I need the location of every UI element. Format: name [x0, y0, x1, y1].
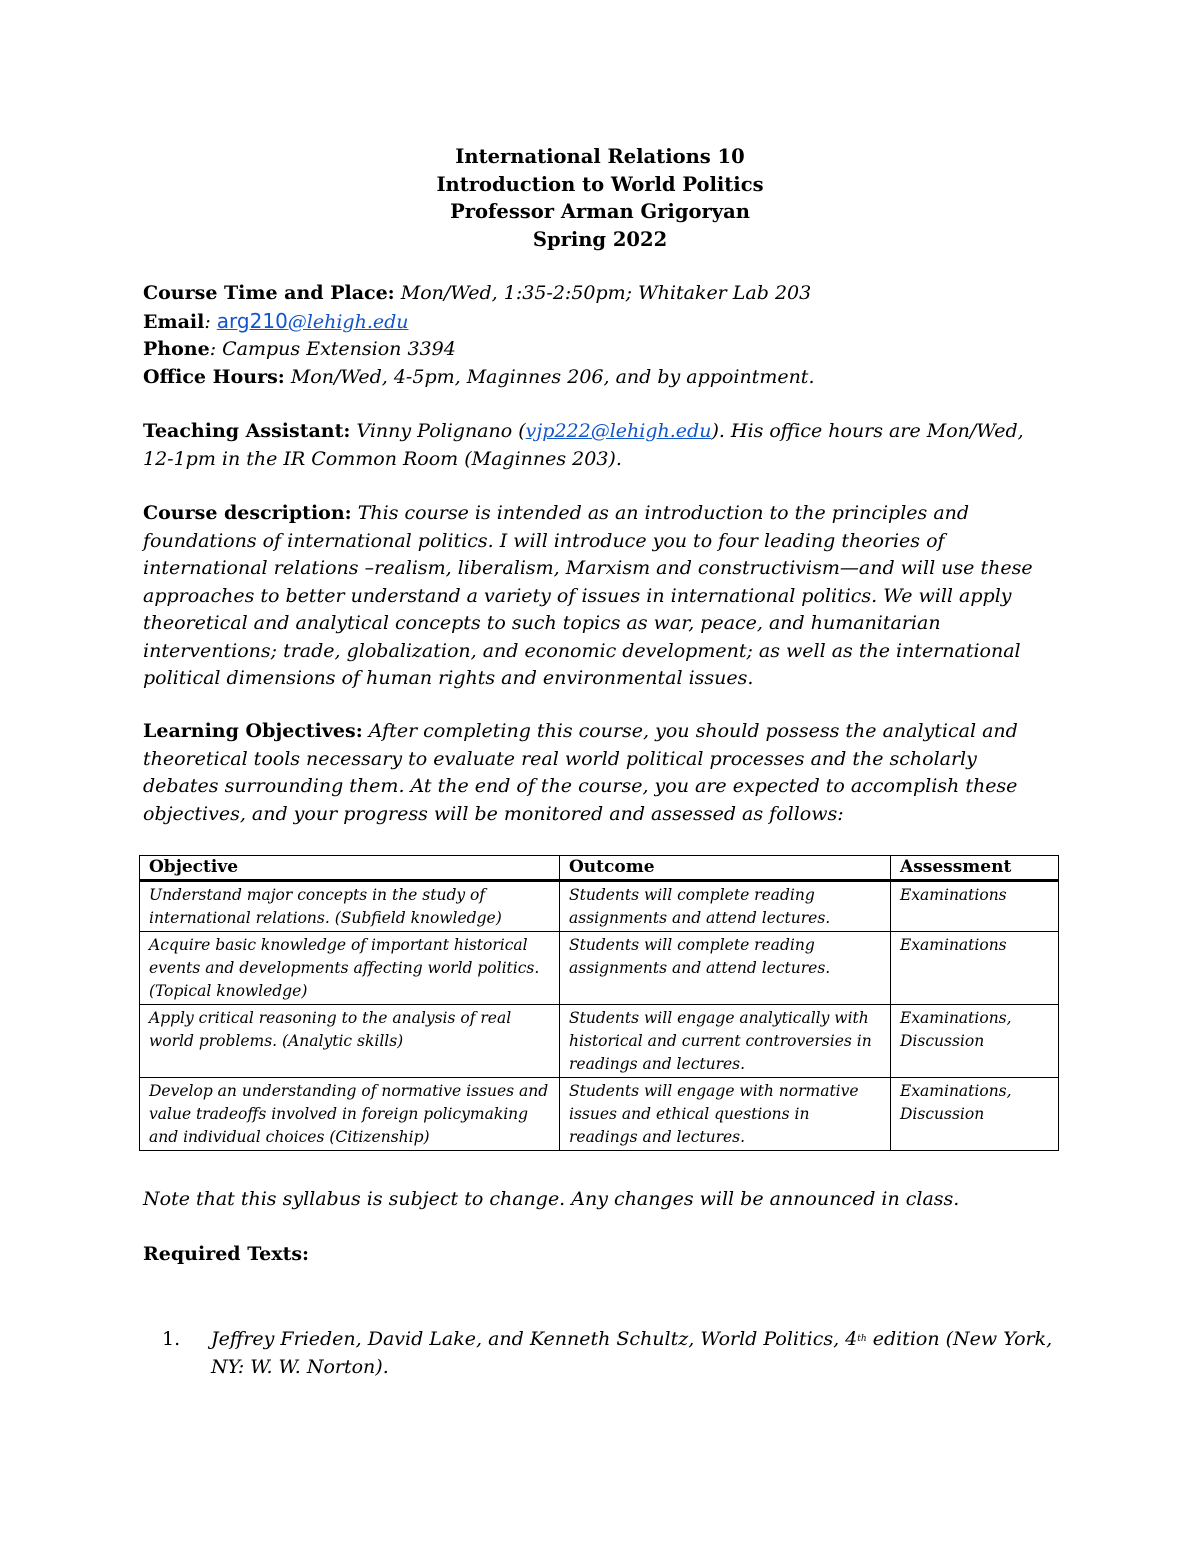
- description-text: This course is intended as an introduction to the principles and foundations of international politics. I will introduce you to four leading theories of international relations –realism, liberalism, Marxism and constructivism—and will use these approaches to better understand a variety of issues in international politics. We will apply theoretical and analytical concepts to such topics as war, peace, and humanitarian interventions; trade, globalization, and economic development; as well as the international political dimensions of human rights and environmental issues.: [143, 502, 1033, 689]
- assessment-cell: Examinations: [891, 881, 1059, 932]
- email-colon: :: [204, 310, 211, 333]
- time-place-line: [143, 280, 1058, 308]
- text-citation-end: edition (New York, NY: W. W. Norton).: [211, 1328, 1053, 1378]
- table-header-assessment: Assessment: [891, 856, 1059, 881]
- text-citation-start: Jeffrey Frieden, David Lake, and Kenneth Schultz, World Politics, 4: [211, 1328, 858, 1350]
- professor-email-link[interactable]: [216, 308, 409, 333]
- phone-line: [143, 336, 1058, 364]
- email-user: arg210: [216, 308, 288, 333]
- table-row: [140, 881, 1059, 932]
- objective-cell: Acquire basic knowledge of important historical events and developments affecting world politics. (Topical knowledge): [140, 932, 560, 1005]
- assessment-cell: Examinations: [891, 932, 1059, 1005]
- ta-line1-rest: ). His office hours are Mon/Wed,: [711, 420, 1024, 442]
- course-number: International Relations 10: [455, 145, 745, 168]
- time-place-label: Course Time and Place:: [143, 282, 395, 304]
- outcome-cell: Students will engage analytically with historical and current controversies in readings and lectures.: [560, 1005, 891, 1078]
- table-header-objective: Objective: [140, 856, 560, 881]
- table-row: [140, 1078, 1059, 1151]
- ta-name: Vinny Polignano (: [356, 420, 526, 442]
- table-header-outcome: Outcome: [560, 856, 891, 881]
- professor-name: Professor Arman Grigoryan: [450, 200, 750, 223]
- email-line: [143, 308, 1058, 337]
- syllabus-change-note: Note that this syllabus is subject to change. Any changes will be announced in class.: [143, 1188, 960, 1210]
- teaching-assistant: [143, 418, 1058, 473]
- course-description: [143, 500, 1058, 693]
- phone-label: Phone: [143, 338, 210, 360]
- table-header-row: [140, 856, 1059, 881]
- objective-cell: Apply critical reasoning to the analysis of real world problems. (Analytic skills): [140, 1005, 560, 1078]
- phone-value: : Campus Extension 3394: [209, 338, 456, 360]
- objectives-table: [139, 855, 1059, 1151]
- outcome-cell: Students will complete reading assignments and attend lectures.: [560, 881, 891, 932]
- ta-email-link[interactable]: vjp222@lehigh.edu: [525, 420, 712, 442]
- course-info: [143, 280, 1058, 391]
- email-label: Email: [143, 310, 205, 333]
- outcome-cell: Students will complete reading assignments and attend lectures.: [560, 932, 891, 1005]
- edition-superscript: th: [857, 1334, 867, 1344]
- table-row: [140, 1005, 1059, 1078]
- term: Spring 2022: [532, 227, 668, 251]
- assessment-cell: Examinations, Discussion: [891, 1005, 1059, 1078]
- office-hours-value: Mon/Wed, 4-5pm, Maginnes 206, and by appointment.: [290, 365, 815, 388]
- table-row: [140, 932, 1059, 1005]
- ta-label: Teaching Assistant:: [143, 420, 351, 442]
- assessment-cell: Examinations, Discussion: [891, 1078, 1059, 1151]
- ta-line-1: [143, 418, 1058, 446]
- required-texts-heading: Required Texts:: [143, 1243, 310, 1265]
- course-title: Introduction to World Politics: [436, 172, 764, 196]
- list-item-number: 1.: [162, 1328, 181, 1350]
- description-label: Course description:: [143, 502, 352, 524]
- document-header: [0, 143, 1200, 253]
- office-hours-label: Office Hours:: [143, 365, 285, 388]
- office-hours-line: [143, 364, 1058, 392]
- objectives-text: After completing this course, you should possess the analytical and theoretical tools necessary to evaluate real world political processes and the scholarly debates surrounding them. At the end of the course, you are expected to accomplish these objectives, and your progress will be monitored and assessed as follows:: [143, 720, 1018, 825]
- email-domain: @lehigh.edu: [287, 310, 409, 333]
- objectives-label: Learning Objectives:: [143, 720, 363, 742]
- learning-objectives: [143, 718, 1058, 828]
- list-item: [211, 1326, 1061, 1381]
- outcome-cell: Students will engage with normative issues and ethical questions in readings and lectures.: [560, 1078, 891, 1151]
- ta-line-2: [143, 446, 1058, 474]
- time-place-value: Mon/Wed, 1:35-2:50pm; Whitaker Lab 203: [400, 282, 812, 304]
- objective-cell: Understand major concepts in the study of international relations. (Subfield knowledge): [140, 881, 560, 932]
- objective-cell: Develop an understanding of normative issues and value tradeoffs involved in foreign policymaking and individual choices (Citizenship): [140, 1078, 560, 1151]
- ta-office-hours: 12-1pm in the IR Common Room (Maginnes 203).: [143, 447, 622, 470]
